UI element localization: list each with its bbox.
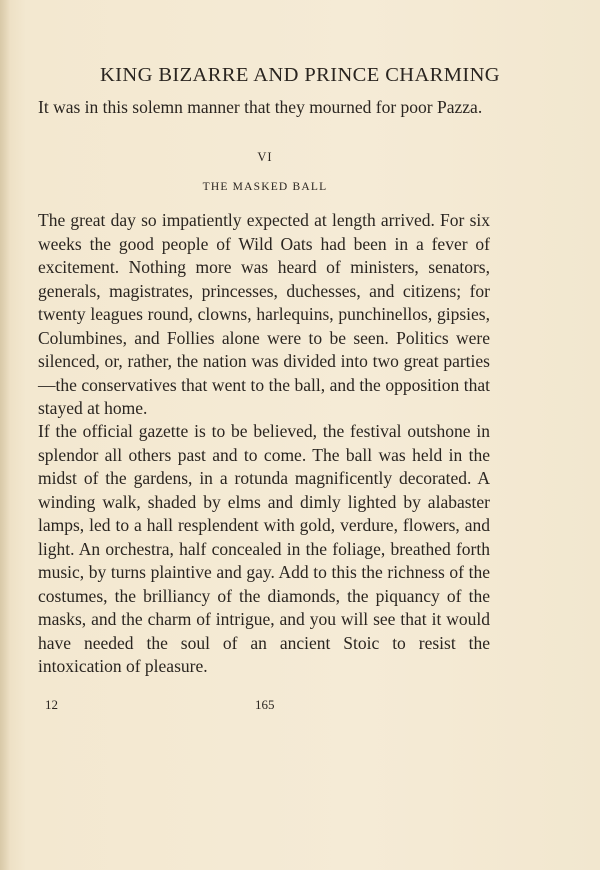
page-number: 165 <box>255 697 275 712</box>
continuation-paragraph <box>38 96 490 120</box>
paragraph-text: It was in this solemn manner that they mourned for poor Pazza. <box>38 97 483 117</box>
body-paragraph-1 <box>38 209 490 421</box>
paragraph-text: The great day so impatiently expected at length arrived. For six weeks the good people of Wild Oats had been in a fever of excitement. Nothing more was heard of ministers, senators, generals, magistrates, princesses, duchesses, and citizens; for twenty leagues round, clowns, harlequins, punchinellos, gipsies, Columbines, and Follies alone were to be seen. Politics were silenced, or, rather, the nation was divided into two great parties—the conservatives that went to the ball, and the opposition that stayed at home. <box>38 210 490 418</box>
running-head: KING BIZARRE AND PRINCE CHARMING <box>99 64 501 86</box>
body-paragraph-2 <box>38 420 490 679</box>
spine-shadow <box>0 0 10 870</box>
signature-mark: 12 <box>45 697 58 712</box>
chapter-title: THE MASKED BALL <box>202 181 328 193</box>
paragraph-text: If the official gazette is to be believed, the festival outshone in splendor all others past and to come. The ball was held in the midst of the gardens, in a rotunda magnificently decorated. A winding walk, shaded by elms and dimly lighted by alabaster lamps, led to a hall resplendent with gold, verdure, flowers, and light. An orchestra, half concealed in the foliage, breathed forth music, by turns plaintive and gay. Add to this the richness of the costumes, the brilliancy of the diamonds, the piquancy of the masks, and the charm of intrigue, and you will see that it would have needed the soul of an ancient Stoic to resist the intoxication of pleasure. <box>38 421 490 676</box>
chapter-number: VI <box>257 150 273 164</box>
